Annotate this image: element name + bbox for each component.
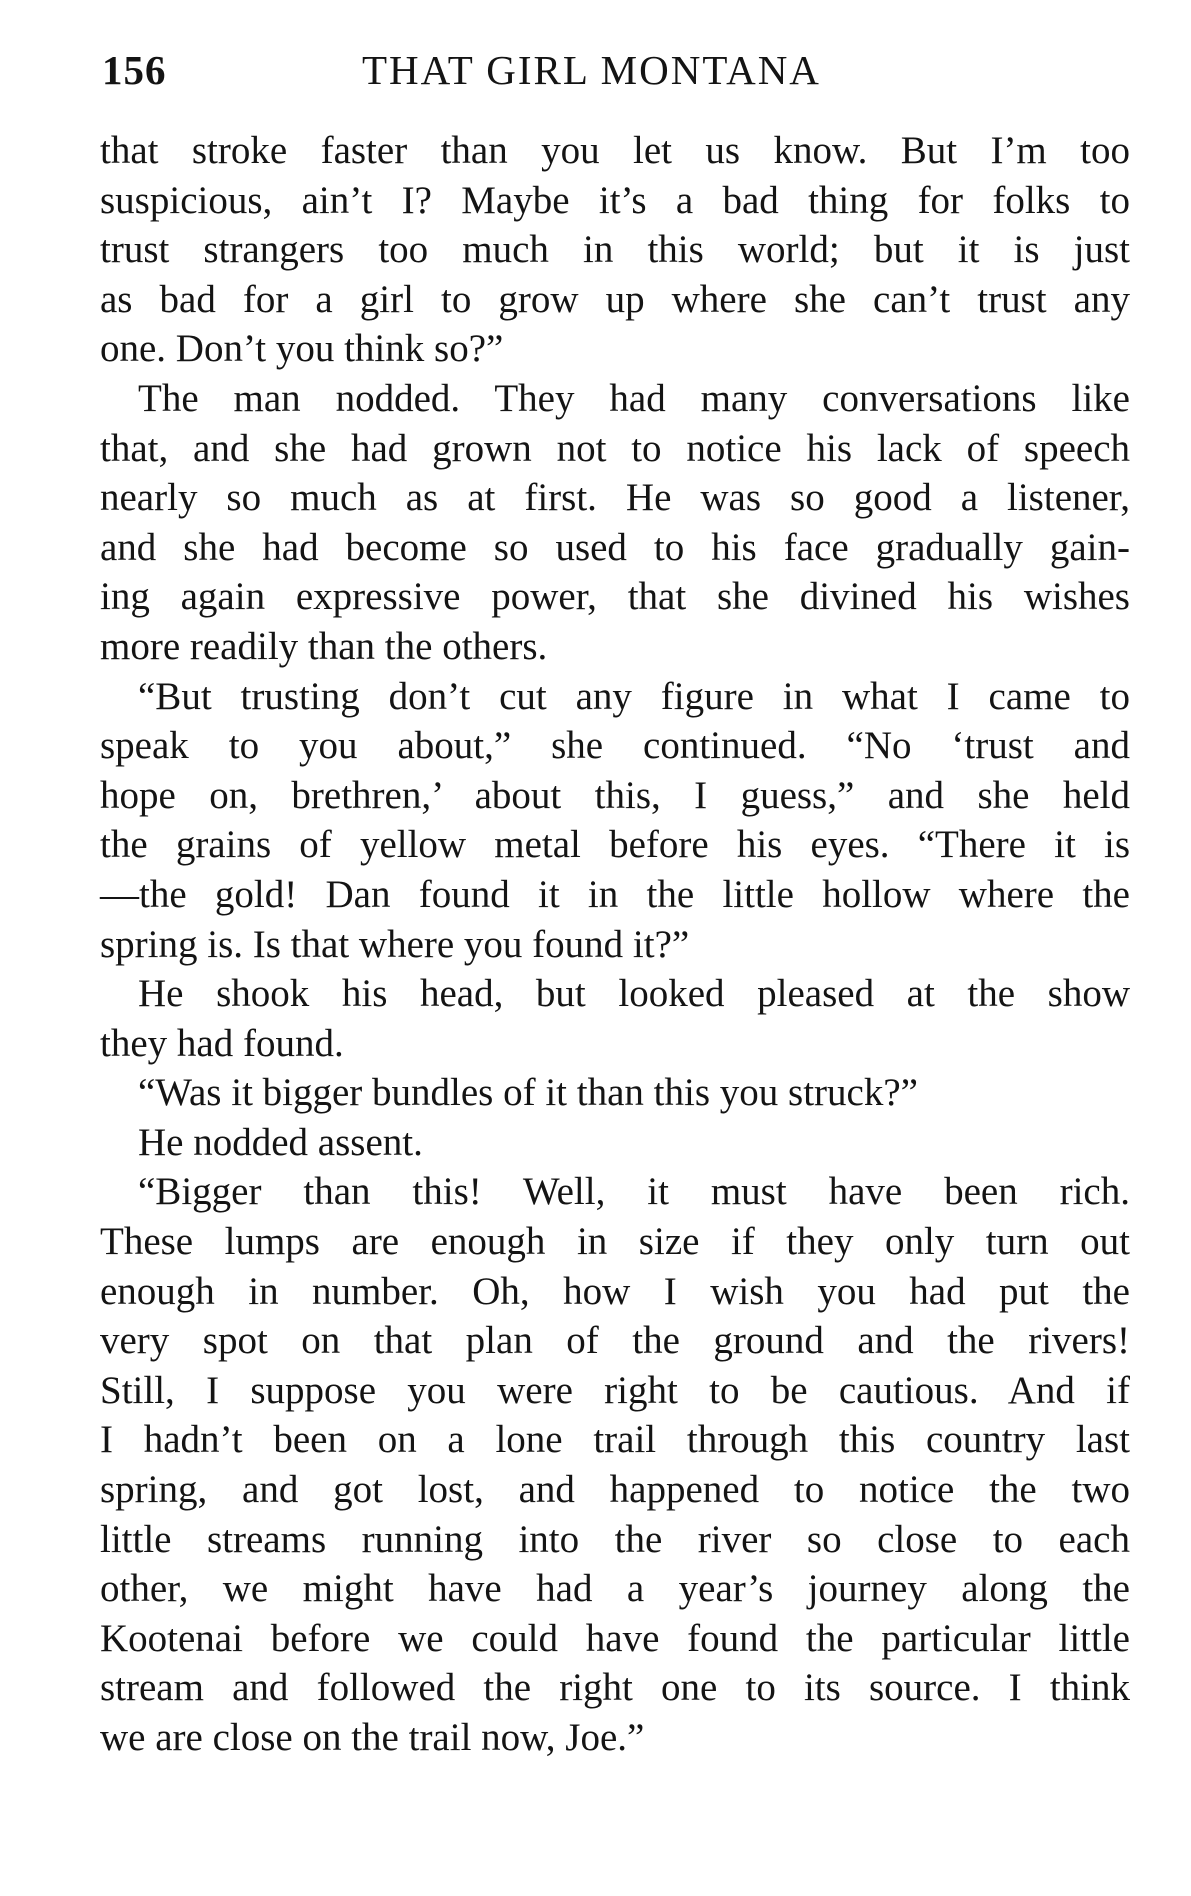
body-text: [100, 126, 1130, 1763]
paragraph: [100, 1118, 1130, 1168]
text-line: spring, and got lost, and happened to notice the two: [100, 1468, 1130, 1512]
paragraph: [100, 969, 1130, 1068]
text-line: He shook his head, but looked pleased at the show: [138, 972, 1130, 1016]
paragraph: [100, 672, 1130, 970]
paragraph: [100, 1167, 1130, 1762]
text-line: Still, I suppose you were right to be cautious. And if: [100, 1368, 1130, 1412]
text-line: enough in number. Oh, how I wish you had put the: [100, 1269, 1130, 1313]
text-line: and she had become so used to his face gradually gain-: [100, 525, 1130, 569]
text-line: speak to you about,” she continued. “No ‘trust and: [100, 724, 1130, 768]
text-line: “Was it bigger bundles of it than this you struck?”: [138, 1071, 918, 1115]
text-line: He nodded assent.: [138, 1120, 423, 1164]
text-line: suspicious, ain’t I? Maybe it’s a bad thing for folks to: [100, 178, 1130, 222]
text-line: that, and she had grown not to notice his lack of speech: [100, 426, 1130, 470]
text-line: These lumps are enough in size if they only turn out: [100, 1220, 1130, 1264]
text-line: “Bigger than this! Well, it must have been rich.: [138, 1170, 1130, 1214]
text-line: “But trusting don’t cut any figure in what I came to: [138, 674, 1130, 718]
text-line: nearly so much as at first. He was so good a listener,: [100, 476, 1130, 520]
text-line: we are close on the trail now, Joe.”: [100, 1716, 645, 1759]
text-line: stream and followed the right one to its source. I think: [100, 1666, 1130, 1710]
text-line: The man nodded. They had many conversations like: [138, 376, 1130, 420]
text-line: trust strangers too much in this world; but it is just: [100, 228, 1130, 272]
paragraph: [100, 1068, 1130, 1118]
book-page: [100, 40, 1130, 1860]
text-line: very spot on that plan of the ground and the rivers!: [100, 1319, 1130, 1363]
paragraph: [100, 374, 1130, 672]
text-line: ing again expressive power, that she divined his wishes: [100, 575, 1130, 619]
text-line: that stroke faster than you let us know. But I’m too: [100, 129, 1130, 172]
text-line: more readily than the others.: [100, 624, 548, 668]
running-title: THAT GIRL MONTANA: [362, 47, 821, 93]
text-line: they had found.: [100, 1021, 344, 1065]
text-line: —the gold! Dan found it in the little hollow where the: [100, 872, 1130, 916]
running-head: [100, 40, 1130, 100]
text-line: spring is. Is that where you found it?”: [100, 922, 690, 966]
page-number: 156: [102, 47, 167, 93]
text-line: other, we might have had a year’s journey along the: [100, 1567, 1130, 1611]
text-line: little streams running into the river so close to each: [100, 1517, 1130, 1561]
text-line: the grains of yellow metal before his eyes. “There it is: [100, 823, 1130, 867]
text-line: hope on, brethren,’ about this, I guess,” and she held: [100, 773, 1130, 817]
text-line: one. Don’t you think so?”: [100, 327, 504, 371]
paragraph: [100, 126, 1130, 374]
text-line: I hadn’t been on a lone trail through this country last: [100, 1418, 1130, 1462]
text-line: Kootenai before we could have found the particular little: [100, 1616, 1130, 1660]
text-line: as bad for a girl to grow up where she can’t trust any: [100, 277, 1130, 321]
